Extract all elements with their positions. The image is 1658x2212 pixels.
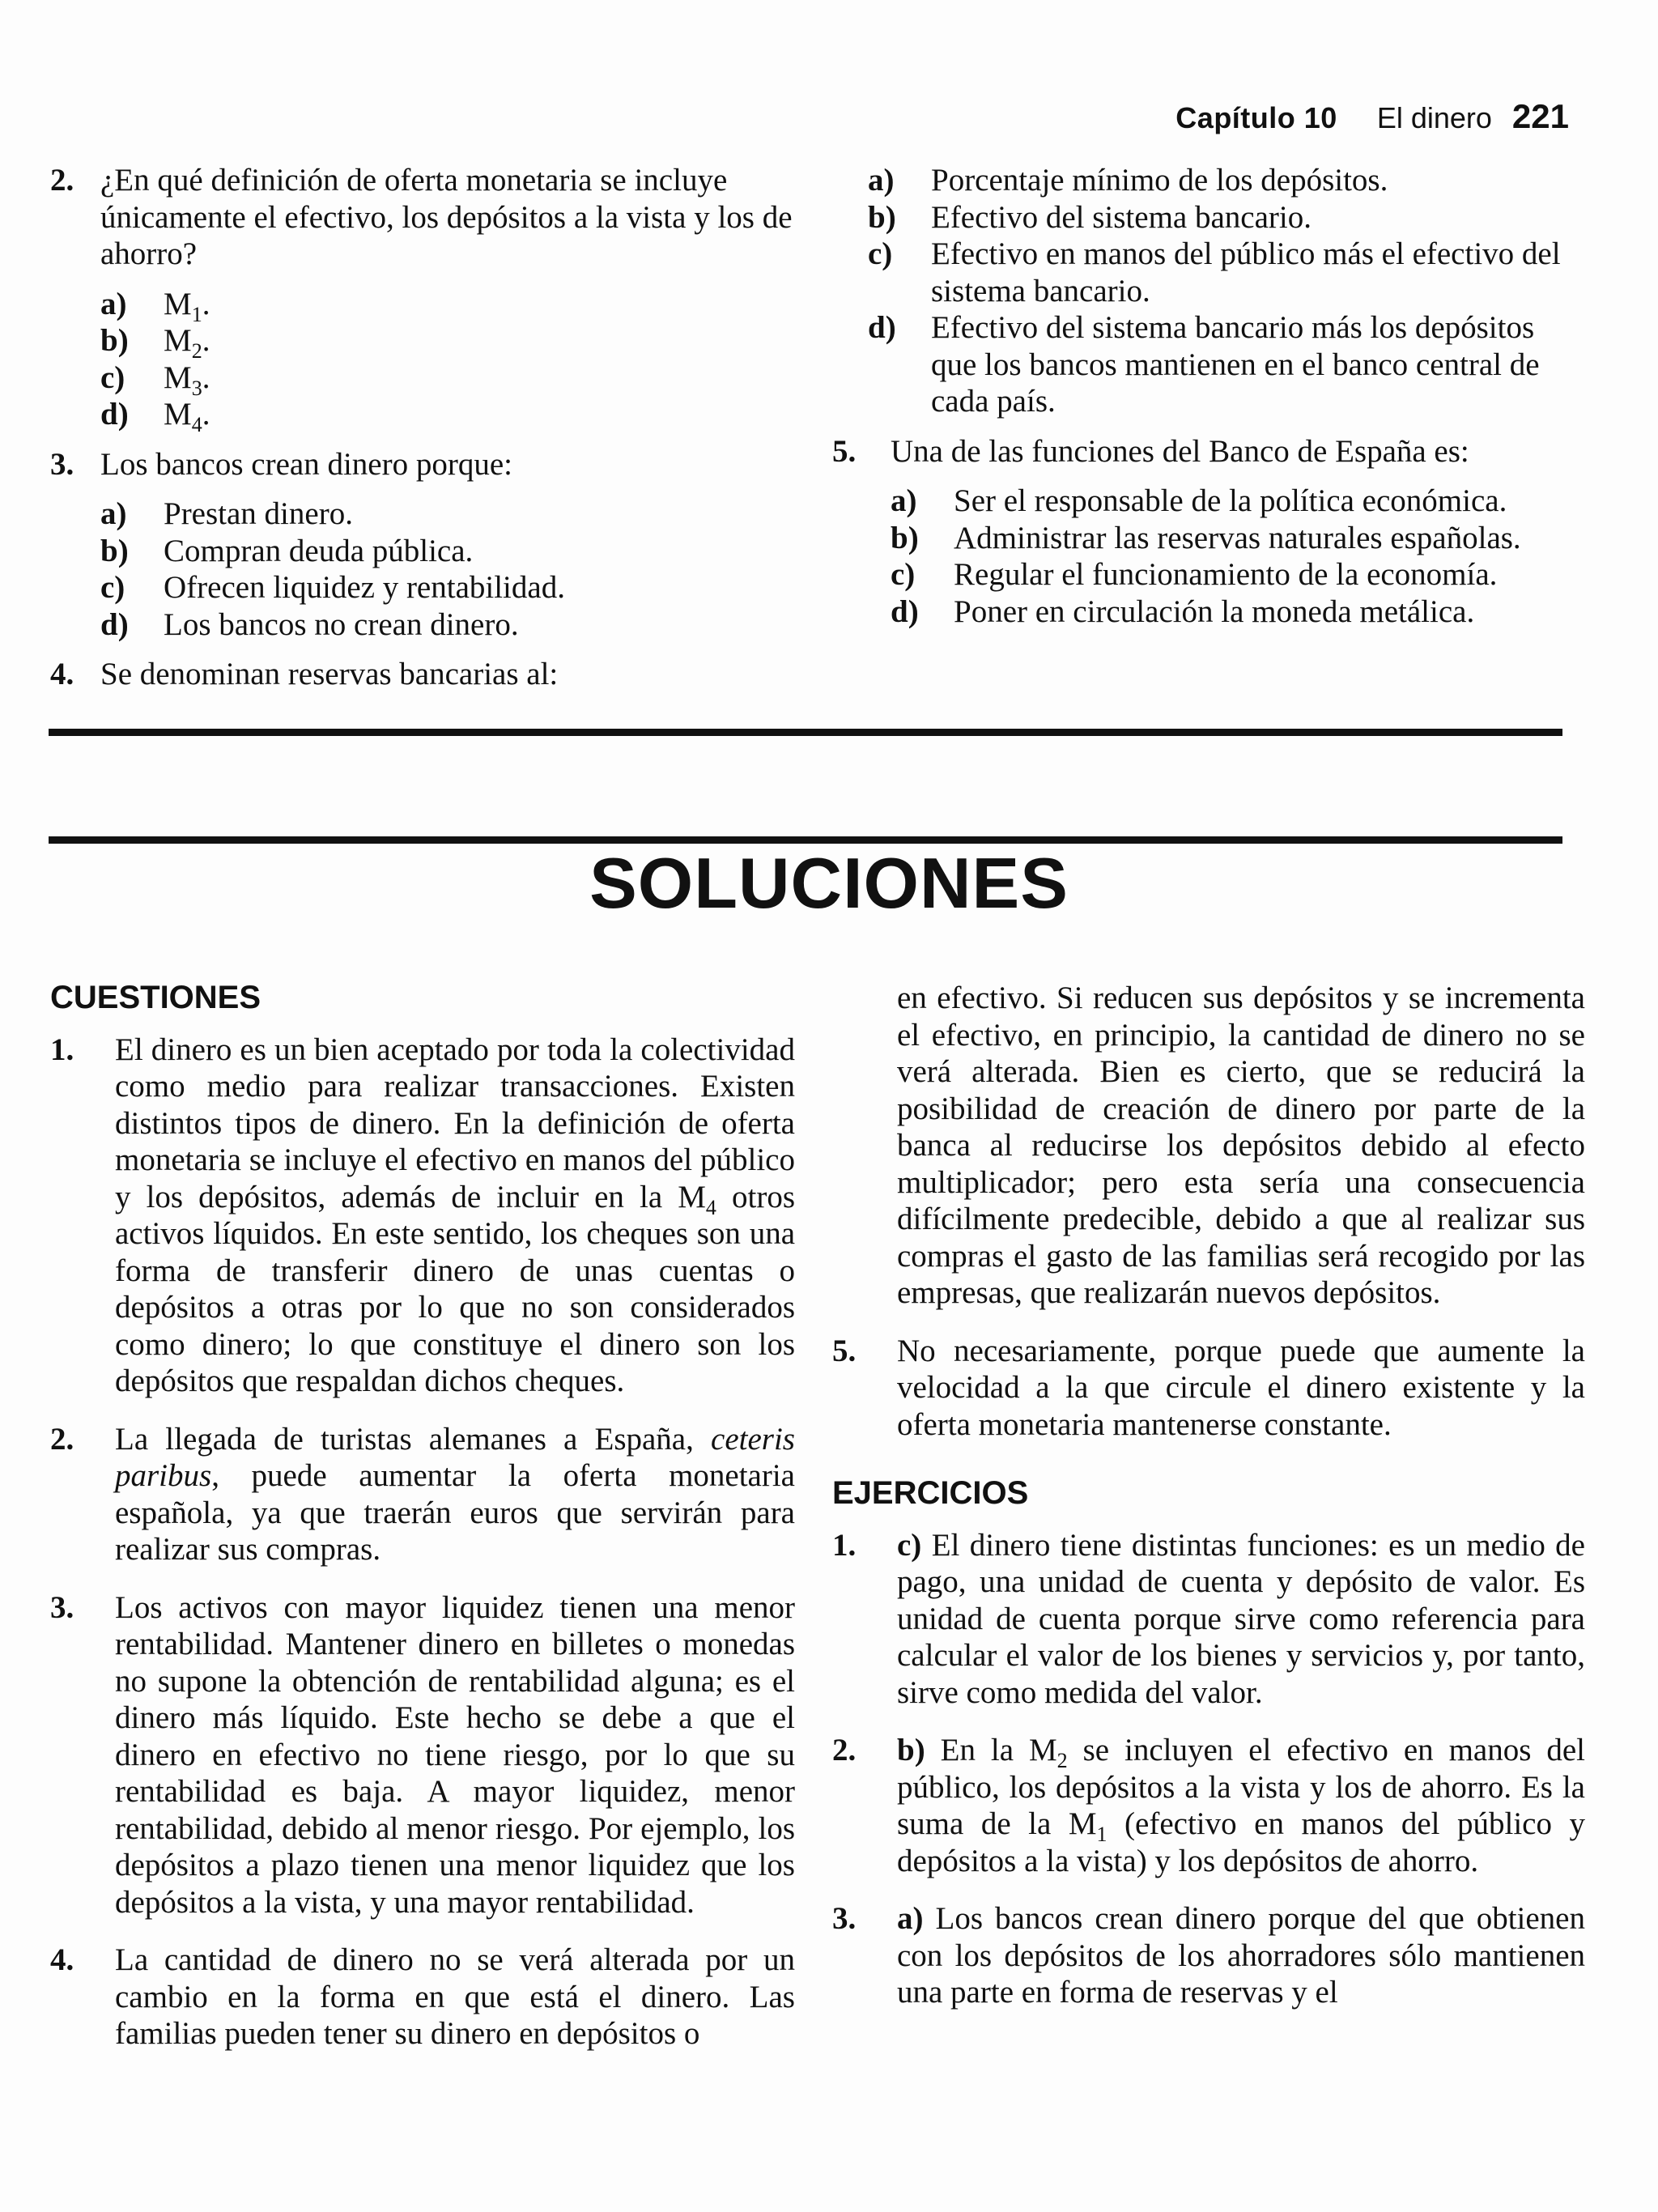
question-number: 5. bbox=[832, 433, 857, 469]
option-c bbox=[891, 556, 1585, 593]
option-b bbox=[868, 199, 1585, 236]
solutions-left-column bbox=[50, 980, 795, 2074]
option-letter: c) bbox=[891, 557, 916, 592]
question-3-options bbox=[50, 496, 793, 643]
answer-e2 bbox=[832, 1732, 1585, 1879]
option-base: M bbox=[164, 286, 192, 321]
answer-c3 bbox=[50, 1589, 795, 1921]
answer-text-part: otros activos líquidos. En este sentido, los cheques son una forma de transferir dinero de unas cuentas o depósitos a otras por lo que no son considerados como dinero; lo que constituye el dinero son los depósitos que respaldan dichos cheques. bbox=[115, 1179, 795, 1398]
subscript: 2 bbox=[1056, 1748, 1068, 1772]
answer-text: en efectivo. Si reducen sus depósitos y se incrementa el efectivo, en principio, la cantidad de dinero no se verá alterada. Bien es cierto, que se reducirá la posibilidad de creación de dinero por parte de la banca al reducirse los depósitos debido al efecto multiplicador; pero esta sería una consecuencia difícilmente predecible, debido a que al realizar sus compras el gasto de las familias será recogido por las empresas, que realizarán nuevos depósitos. bbox=[897, 981, 1585, 1310]
option-letter: d) bbox=[868, 310, 896, 345]
subscript: 1 bbox=[1096, 1822, 1107, 1846]
answer-text: Los activos con mayor liquidez tienen una menor rentabilidad. Mantener dinero en billetes o monedas no supone la obtención de rentabilidad alguna; es el dinero más líquido. Este hecho se debe a que el dinero en efectivo no tiene riesgo, por lo que su rentabilidad es baja. A mayor liquidez, menor rentabilidad, debido al menor riesgo. Por ejemplo, los depósitos a plazo tienen una menor liquidez que los depósitos a la vista, y una mayor rentabilidad. bbox=[115, 1589, 795, 1920]
option-c bbox=[868, 236, 1585, 309]
option-suffix: . bbox=[202, 397, 210, 432]
answer-c5 bbox=[832, 1333, 1585, 1444]
option-letter: a) bbox=[100, 286, 127, 321]
option-text: Efectivo en manos del público más el efectivo del sistema bancario. bbox=[931, 236, 1561, 308]
option-letter: c) bbox=[868, 236, 893, 271]
answer-number: 4. bbox=[50, 1942, 74, 1977]
answer-number: 1. bbox=[832, 1527, 857, 1563]
option-c bbox=[100, 359, 793, 400]
option-text: Efectivo del sistema bancario más los depósitos que los bancos mantienen en el banco central de cada país. bbox=[931, 310, 1540, 419]
answer-text-part: En la M bbox=[940, 1733, 1057, 1767]
option-text: Prestan dinero. bbox=[164, 496, 353, 531]
option-text: Regular el funcionamiento de la economía. bbox=[954, 557, 1498, 592]
solutions-title: SOLUCIONES bbox=[589, 843, 1069, 923]
answer-number-spacer bbox=[832, 980, 897, 1312]
answer-text bbox=[115, 1421, 795, 1568]
option-letter: d) bbox=[100, 397, 129, 432]
option-suffix: . bbox=[202, 359, 210, 395]
answer-number: 1. bbox=[50, 1032, 74, 1067]
option-letter: a) bbox=[891, 483, 917, 518]
question-4 bbox=[50, 656, 793, 693]
answer-text-part: Los bancos crean dinero porque del que obtienen con los depósitos de los ahorradores sólo mantienen una parte en forma de reservas y el bbox=[897, 1901, 1585, 2010]
option-text: Poner en circulación la moneda metálica. bbox=[954, 593, 1475, 629]
question-3 bbox=[50, 446, 793, 483]
option-letter: d) bbox=[100, 606, 129, 642]
option-letter: b) bbox=[868, 199, 896, 235]
answer-text-part: se incluyen el efectivo en manos del público, los depósitos a la vista y los de ahorro. Es la suma de la M bbox=[897, 1733, 1585, 1841]
option-letter: b) bbox=[891, 520, 919, 555]
answer-text: No necesariamente, porque puede que aumente la velocidad a la que circule el dinero existente y la oferta monetaria mantenerse constante. bbox=[897, 1333, 1585, 1442]
questions-left-column bbox=[50, 162, 793, 706]
section-divider-top bbox=[49, 729, 1562, 736]
option-text: Efectivo del sistema bancario. bbox=[931, 199, 1312, 235]
option-text: Ser el responsable de la política económica. bbox=[954, 483, 1507, 518]
option-b bbox=[891, 520, 1585, 557]
option-subscript: 3 bbox=[191, 376, 202, 400]
answer-number: 5. bbox=[832, 1333, 857, 1368]
option-d bbox=[100, 396, 793, 436]
option-letter: b) bbox=[100, 533, 129, 568]
option-text bbox=[164, 286, 793, 326]
question-number: 2. bbox=[50, 163, 74, 198]
page-number: 221 bbox=[1511, 97, 1569, 135]
answer-text-part: El dinero es un bien aceptado por toda la colectividad como medio para realizar transacciones. Existen distintos tipos de dinero. En la definición de oferta monetaria se incluye el efectivo en manos del público y los depósitos, además de incluir en la M bbox=[115, 1032, 795, 1214]
option-a bbox=[891, 483, 1585, 520]
latin-phrase: ceteris paribus bbox=[115, 1421, 795, 1493]
answer-text bbox=[897, 1527, 1585, 1712]
question-text: Los bancos crean dinero porque: bbox=[100, 446, 512, 482]
option-letter: c) bbox=[100, 359, 125, 395]
question-text: Se denominan reservas bancarias al: bbox=[100, 657, 559, 691]
answer-number: 2. bbox=[832, 1733, 857, 1767]
option-suffix: . bbox=[202, 323, 210, 358]
answer-text bbox=[897, 1732, 1585, 1879]
answer-letter: c) bbox=[897, 1527, 922, 1563]
option-base: M bbox=[164, 397, 192, 432]
answer-letter: b) bbox=[897, 1733, 925, 1767]
option-c bbox=[100, 569, 793, 606]
option-text bbox=[164, 322, 793, 363]
answer-text bbox=[897, 1900, 1585, 2011]
answer-number: 2. bbox=[50, 1421, 74, 1457]
answer-text: La cantidad de dinero no se verá alterada por un cambio en la forma en que está el dinero. Las familias pueden tener su dinero en depósitos o bbox=[115, 1942, 795, 2051]
option-d bbox=[100, 606, 793, 644]
option-subscript: 4 bbox=[191, 412, 202, 436]
question-text: Una de las funciones del Banco de España es: bbox=[891, 433, 1469, 469]
option-d bbox=[868, 309, 1585, 420]
option-a bbox=[100, 496, 793, 533]
option-subscript: 2 bbox=[191, 338, 202, 363]
answer-number: 3. bbox=[832, 1901, 857, 1936]
option-letter: d) bbox=[891, 593, 919, 629]
option-d bbox=[891, 593, 1585, 631]
option-text: Ofrecen liquidez y rentabilidad. bbox=[164, 570, 565, 605]
answer-e3 bbox=[832, 1900, 1585, 2011]
question-text: ¿En qué definición de oferta monetaria se incluye únicamente el efectivo, los depósitos a la vista y los de ahorro? bbox=[100, 163, 793, 271]
option-subscript: 1 bbox=[191, 302, 202, 326]
chapter-label: Capítulo 10 bbox=[1175, 101, 1337, 134]
option-base: M bbox=[164, 359, 192, 395]
question-5 bbox=[832, 433, 1585, 470]
answer-text bbox=[115, 1032, 795, 1400]
option-a bbox=[868, 162, 1585, 199]
option-letter: c) bbox=[100, 570, 125, 605]
option-text: Los bancos no crean dinero. bbox=[164, 606, 519, 642]
answer-number: 3. bbox=[50, 1589, 74, 1625]
option-base: M bbox=[164, 323, 192, 358]
answer-c4 bbox=[50, 1942, 795, 2052]
option-b bbox=[100, 322, 793, 363]
answer-text-part: La llegada de turistas alemanes a España, bbox=[115, 1421, 712, 1457]
option-text: Porcentaje mínimo de los depósitos. bbox=[931, 163, 1388, 198]
questions-right-column bbox=[832, 162, 1585, 643]
answer-c1 bbox=[50, 1032, 795, 1400]
subscript: 4 bbox=[705, 1195, 716, 1219]
cuestiones-heading: CUESTIONES bbox=[50, 980, 261, 1015]
answer-c4-continued bbox=[832, 980, 1585, 1312]
question-5-options bbox=[832, 483, 1585, 630]
answer-c2 bbox=[50, 1421, 795, 1568]
answer-text-part: , puede aumentar la oferta monetaria española, ya que traerán euros que servirán para realizar sus compras. bbox=[115, 1458, 795, 1567]
option-b bbox=[100, 533, 793, 570]
question-2-options bbox=[50, 286, 793, 436]
ejercicios-heading: EJERCICIOS bbox=[832, 1475, 1029, 1511]
answer-text-part: (efectivo en manos del público y depósitos a la vista) y los depósitos de ahorro. bbox=[897, 1806, 1585, 1878]
option-a bbox=[100, 286, 793, 326]
chapter-title: El dinero bbox=[1376, 101, 1492, 134]
option-text bbox=[164, 359, 793, 400]
question-2 bbox=[50, 162, 793, 273]
question-number: 4. bbox=[50, 657, 74, 691]
option-letter: a) bbox=[100, 496, 127, 531]
option-suffix: . bbox=[202, 286, 210, 321]
answer-e1 bbox=[832, 1527, 1585, 1712]
question-number: 3. bbox=[50, 446, 74, 482]
answer-letter: a) bbox=[897, 1901, 924, 1936]
option-text bbox=[164, 396, 793, 436]
answer-text-part: El dinero tiene distintas funciones: es un medio de pago, una unidad de cuenta y depósito de valor. Es unidad de cuenta porque sirve como referencia para calcular el valor de los bienes y servicios y, por tanto, sirve como medida del valor. bbox=[897, 1527, 1585, 1710]
option-text: Administrar las reservas naturales españolas. bbox=[954, 520, 1521, 555]
option-letter: b) bbox=[100, 323, 129, 358]
option-letter: a) bbox=[868, 163, 895, 198]
option-text: Compran deuda pública. bbox=[164, 533, 474, 568]
running-header bbox=[1175, 97, 1569, 136]
question-4-options bbox=[832, 162, 1585, 420]
solutions-right-column bbox=[832, 980, 1585, 2032]
